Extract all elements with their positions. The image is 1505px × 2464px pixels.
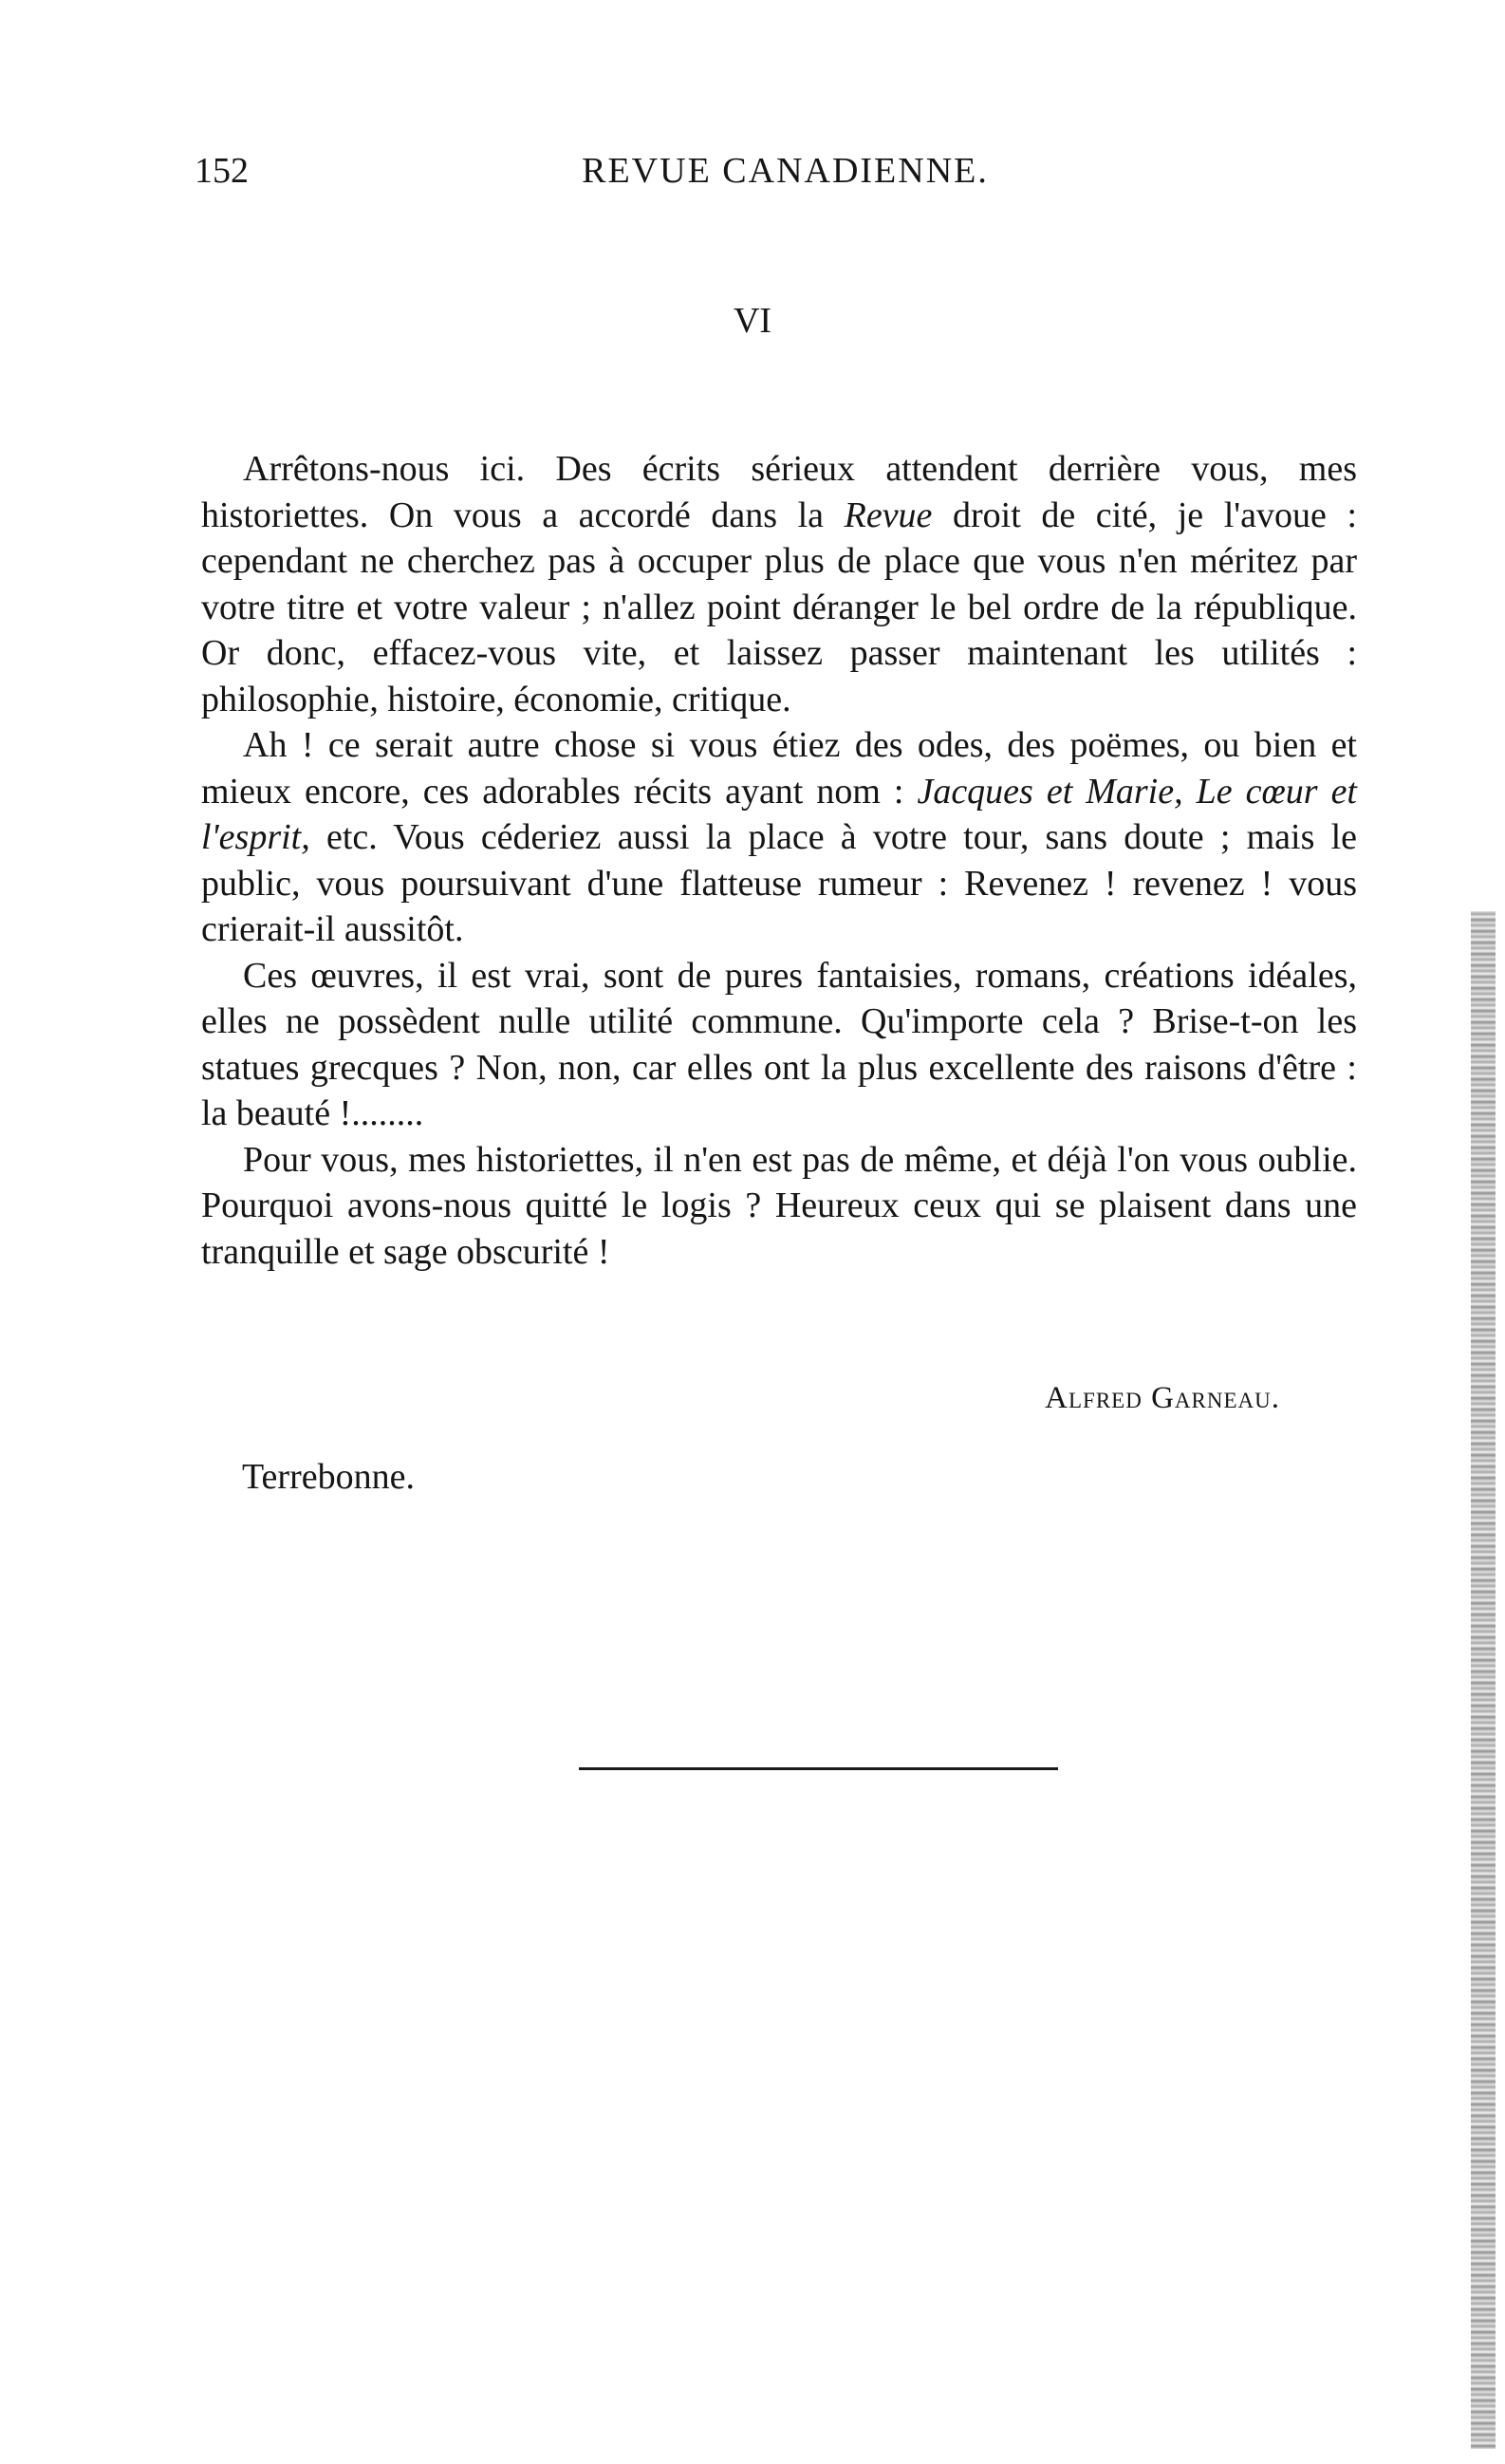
italic-text: Jacques et Marie, Le cœur et l'esprit,	[201, 771, 1357, 857]
place-line: Terrebonne.	[242, 1457, 415, 1497]
running-head	[195, 142, 1376, 199]
page-edge-shadow	[1471, 911, 1496, 2449]
author-signature	[1045, 1374, 1280, 1422]
paragraph: Ah ! ce serait autre chose si vous étiez des odes, des poëmes, ou bien et mieux encore, ces adorables récits ayant nom : Jacques et Marie, Le cœur et l'esprit, etc. Vous céderiez aussi la place à votre tour, sans doute ; mais le public, vous poursuivant d'une flatteuse rumeur : Revenez ! revenez ! vous crierait-il aussitôt.	[201, 725, 1357, 949]
page-number: 152	[195, 151, 249, 191]
paragraph: Pour vous, mes historiettes, il n'en est pas de même, et déjà l'on vous oublie. Pourquoi avons-nous quitté le logis ? Heureux ceux qui se plaisent dans une tranquille et sage obscurité !	[201, 1139, 1357, 1272]
paragraph: Ces œuvres, il est vrai, sont de pures fantaisies, romans, créations idéales, elles ne possèdent nulle utilité commune. Qu'importe cela ? Brise-t-on les statues grecques ? Non, non, car elles ont la plus excellente des raisons d'être : la beauté !........	[201, 955, 1357, 1133]
italic-text: Revue	[844, 495, 933, 535]
journal-title: REVUE CANADIENNE.	[582, 151, 989, 191]
section-heading: VI	[733, 301, 772, 341]
author-name: Alfred Garneau.	[1045, 1381, 1280, 1415]
body-text	[201, 446, 1357, 1275]
paragraph: Arrêtons-nous ici. Des écrits sérieux attendent derrière vous, mes historiettes. On vous a accordé dans la Revue droit de cité, je l'avoue : cependant ne cherchez pas à occuper plus de place que vous n'en méritez par votre titre et votre valeur ; n'allez point déranger le bel ordre de la république. Or donc, effacez-vous vite, et laissez passer maintenant les utilités : philosophie, histoire, économie, critique.	[201, 449, 1357, 719]
end-rule	[579, 1767, 1058, 1770]
